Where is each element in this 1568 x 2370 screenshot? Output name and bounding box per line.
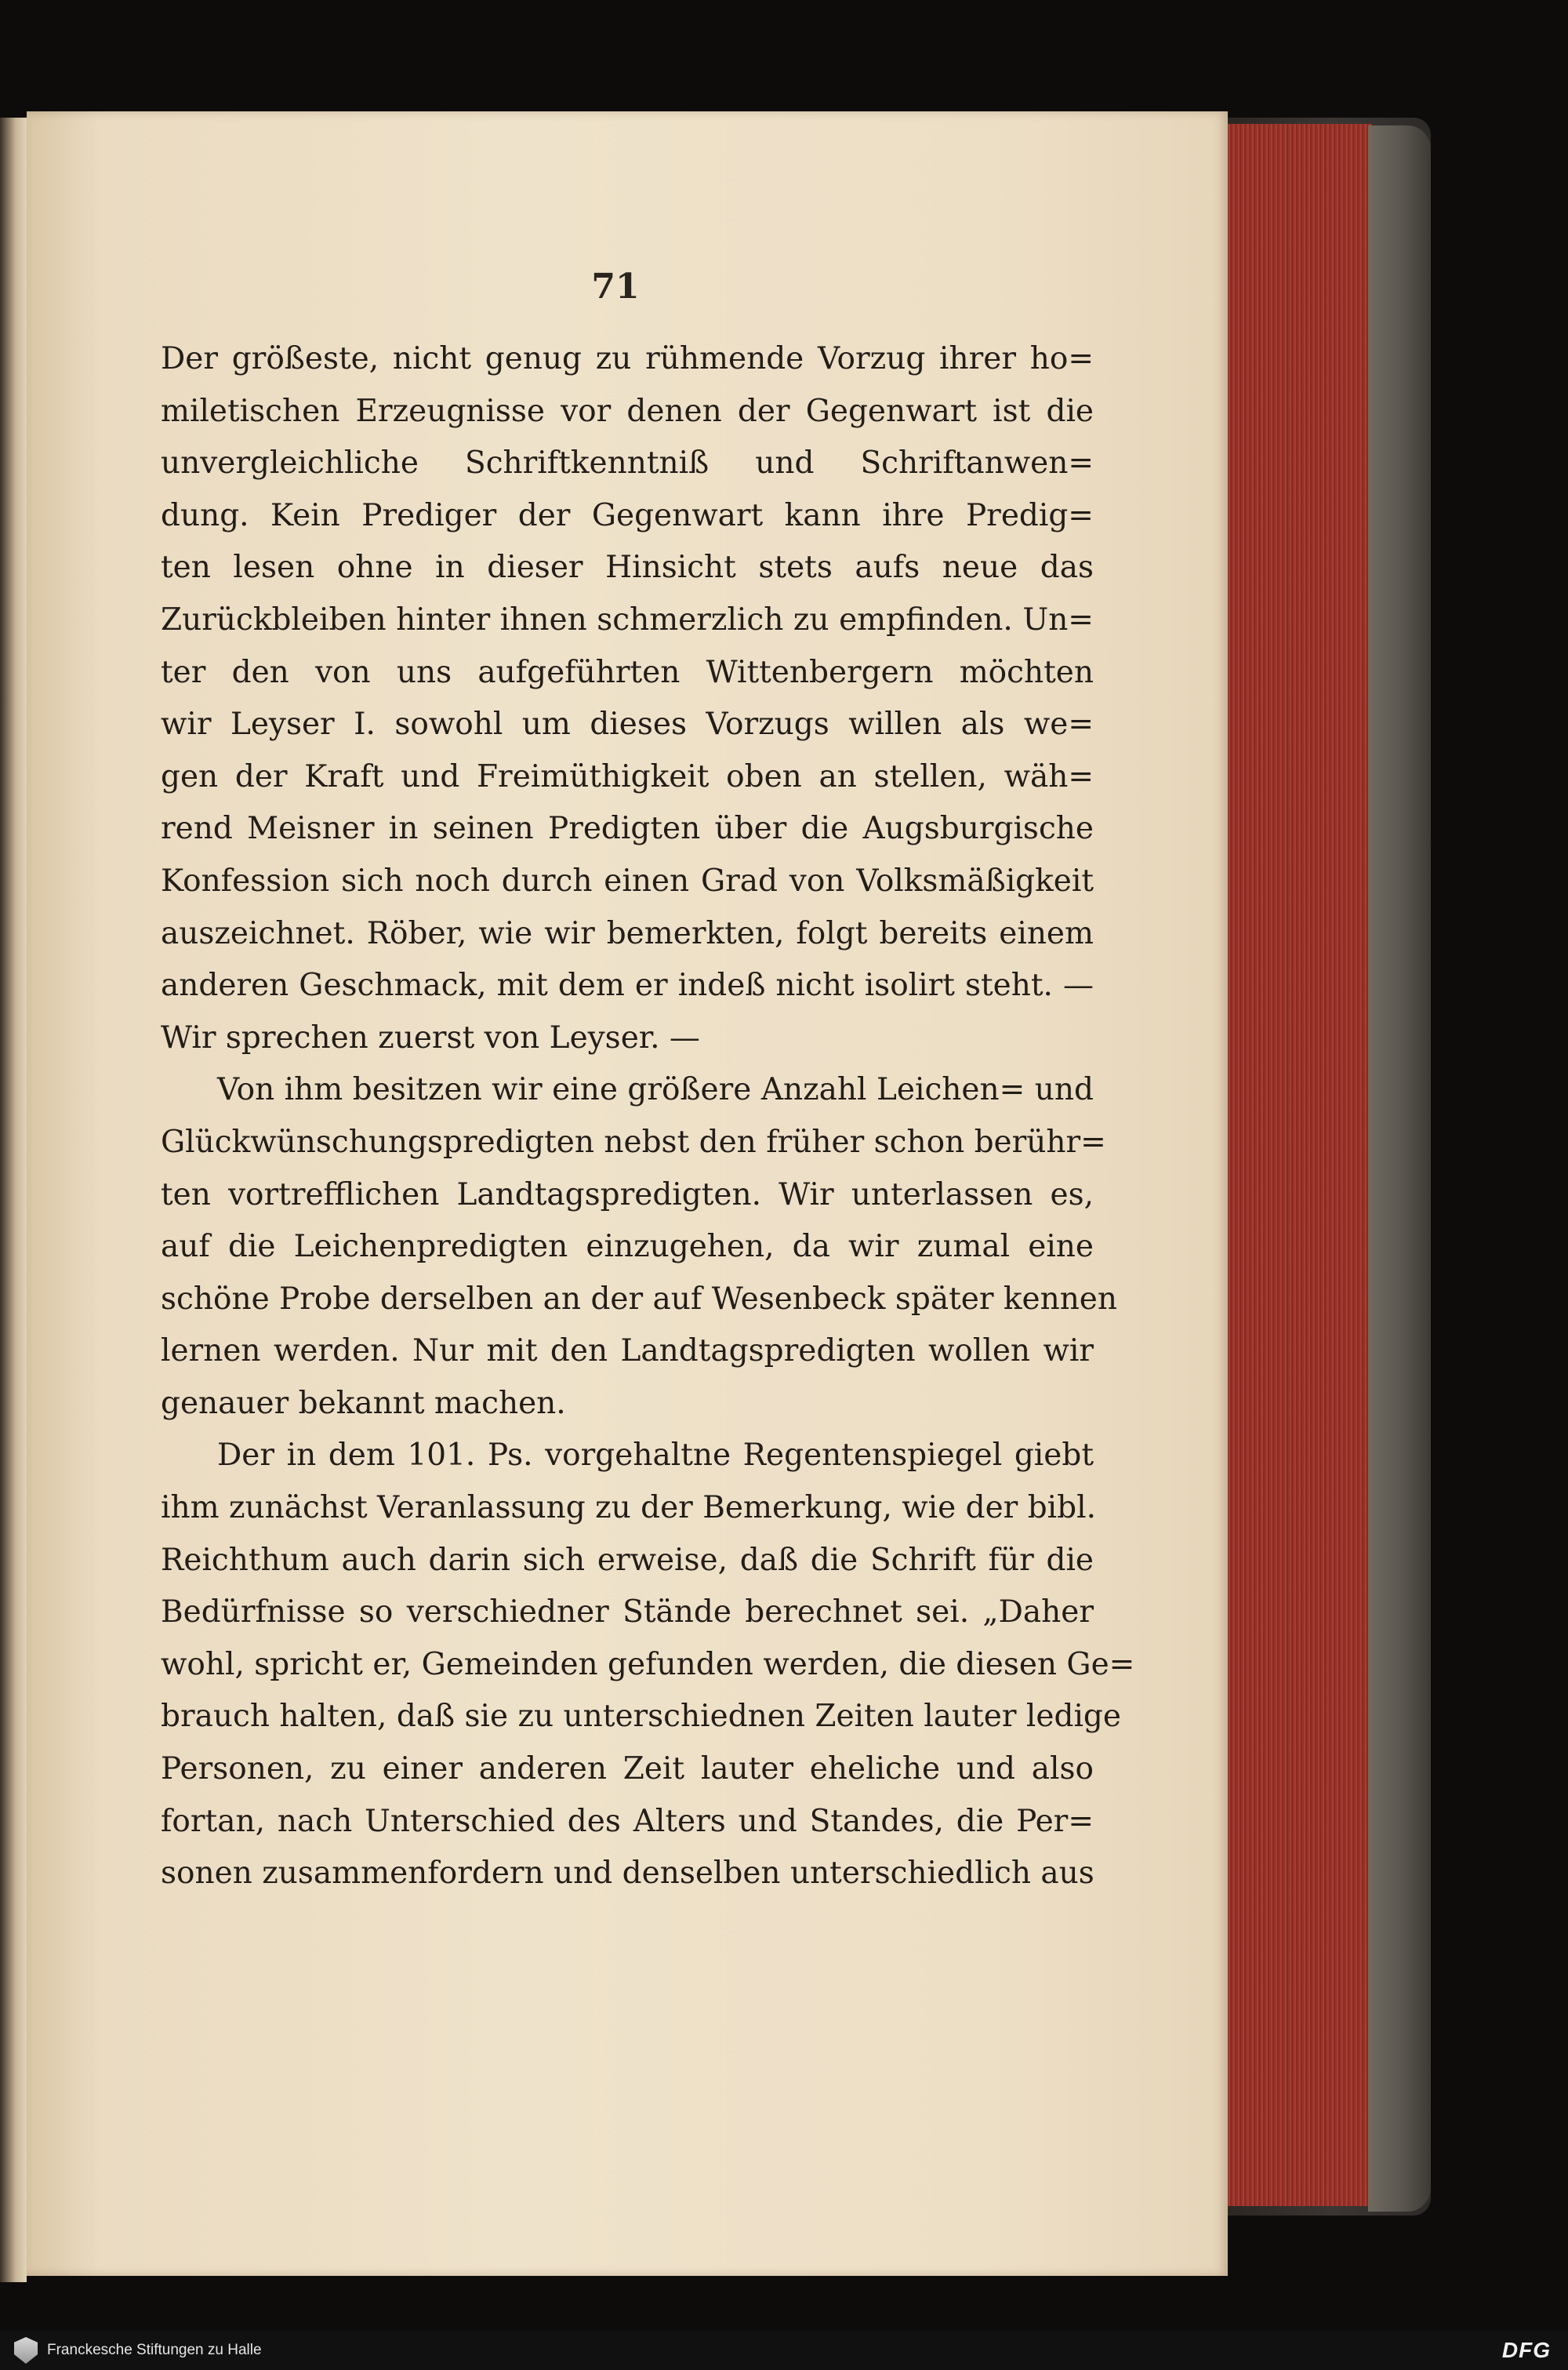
- text-line: ten lesen ohne in dieser Hinsicht stets aufs neue das: [161, 550, 1094, 586]
- text-line: Von ihm besitzen wir eine größere Anzahl Leichen= und: [217, 1072, 1094, 1108]
- footer-institution: [14, 2337, 262, 2364]
- left-page-edge: [0, 118, 27, 2282]
- institution-name: Franckesche Stiftungen zu Halle: [47, 2342, 262, 2358]
- text-line: fortan, nach Unterschied des Alters und Standes, die Per=: [161, 1803, 1094, 1839]
- red-page-edges: [1223, 124, 1372, 2206]
- text-line: Der in dem 101. Ps. vorgehaltne Regentenspiegel giebt: [217, 1438, 1094, 1474]
- text-line: gen der Kraft und Freimüthigkeit oben an stellen, wäh=: [161, 758, 1094, 794]
- text-line: ten vortrefflichen Landtagspredigten. Wir unterlassen es,: [161, 1176, 1094, 1212]
- text-line: lernen werden. Nur mit den Landtagspredigten wollen wir: [161, 1333, 1094, 1369]
- crest-icon: [14, 2337, 38, 2364]
- text-line: genauer bekannt machen.: [161, 1385, 566, 1421]
- text-line: Bedürfnisse so verschiedner Stände berechnet sei. „Daher: [161, 1594, 1094, 1630]
- text-line: Personen, zu einer anderen Zeit lauter eheliche und also: [161, 1751, 1094, 1787]
- text-line: dung. Kein Prediger der Gegenwart kann ihre Predig=: [161, 497, 1094, 533]
- page-number: 71: [591, 267, 640, 307]
- text-line: Reichthum auch darin sich erweise, daß die Schrift für die: [161, 1542, 1094, 1578]
- text-line: Zurückbleiben hinter ihnen schmerzlich zu empfinden. Un=: [161, 602, 1094, 638]
- text-line: miletischen Erzeugnisse vor denen der Gegenwart ist die: [161, 393, 1094, 429]
- text-line: unvergleichliche Schriftkenntniß und Schriftanwen=: [161, 445, 1094, 482]
- text-line: Wir sprechen zuerst von Leyser. —: [161, 1020, 700, 1056]
- text-line: auszeichnet. Röber, wie wir bemerkten, folgt bereits einem: [161, 915, 1094, 951]
- text-line: anderen Geschmack, mit dem er indeß nicht isolirt steht. —: [161, 968, 1094, 1004]
- text-line: ihm zunächst Veranlassung zu der Bemerkung, wie der bibl.: [161, 1490, 1096, 1526]
- text-line: Konfession sich noch durch einen Grad von Volksmäßigkeit: [161, 863, 1094, 899]
- text-line: auf die Leichenpredigten einzugehen, da wir zumal eine: [161, 1229, 1094, 1265]
- page-text: [161, 333, 1135, 1900]
- dfg-logo: DFG: [1501, 2338, 1551, 2362]
- text-line: schöne Probe derselben an der auf Wesenbeck später kennen: [161, 1281, 1118, 1317]
- text-line: wir Leyser I. sowohl um dieses Vorzugs willen als we=: [161, 707, 1094, 743]
- text-line: sonen zusammenfordern und denselben unterschiedlich aus: [161, 1856, 1094, 1892]
- text-line: wohl, spricht er, Gemeinden gefunden werden, die diesen Ge=: [161, 1646, 1135, 1682]
- footer-bar: [0, 2331, 1568, 2370]
- text-line: rend Meisner in seinen Predigten über die Augsburgische: [161, 811, 1094, 847]
- text-line: ter den von uns aufgeführten Wittenbergern möchten: [161, 654, 1094, 690]
- text-line: Glückwünschungspredigten nebst den früher schon berühr=: [161, 1124, 1106, 1160]
- text-line: brauch halten, daß sie zu unterschiednen Zeiten lauter ledige: [161, 1699, 1121, 1735]
- cover-board: [1368, 125, 1431, 2212]
- text-line: Der größeste, nicht genug zu rühmende Vorzug ihrer ho=: [161, 341, 1094, 376]
